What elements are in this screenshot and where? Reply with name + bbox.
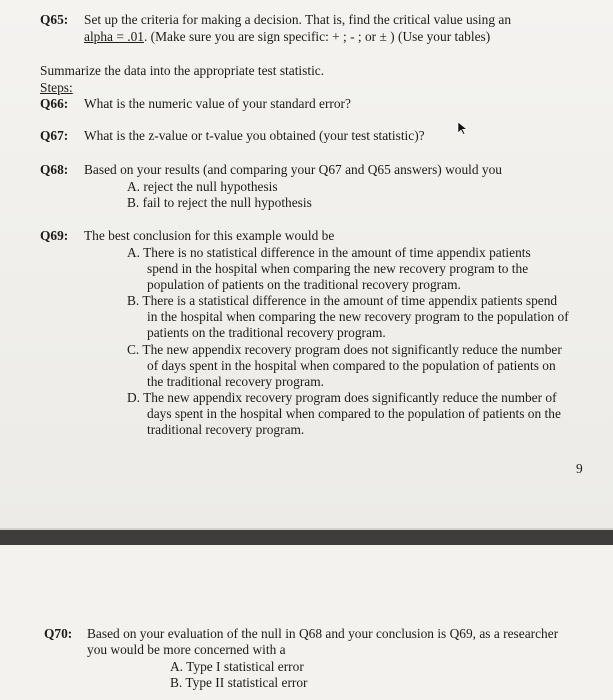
q68-text: Based on your results (and comparing your Q67 and Q65 answers) would you xyxy=(84,162,503,177)
q67-number: Q67: xyxy=(40,128,69,143)
q69-option-b-line2: in the hospital when comparing the new recovery program to the population of xyxy=(147,309,569,324)
q70-option-b: B. Type II statistical error xyxy=(170,675,308,690)
summary-instruction: Summarize the data into the appropriate test statistic. xyxy=(40,63,325,78)
mouse-pointer-icon xyxy=(457,121,469,135)
q65-text-line2 xyxy=(84,29,490,45)
q69-option-c-line2: of days spent in the hospital when compared to the population of patients on xyxy=(147,358,556,373)
q69-option-a-line3: population of patients on the traditional recovery program. xyxy=(147,277,461,292)
q65-text-line1: Set up the criteria for making a decision. That is, find the critical value using an xyxy=(84,12,512,27)
q68-option-a: A. reject the null hypothesis xyxy=(127,179,278,194)
q69-option-c-line3: the traditional recovery program. xyxy=(147,374,324,389)
q69-option-d-line3: traditional recovery program. xyxy=(147,422,305,437)
q70-option-a: A. Type I statistical error xyxy=(170,659,304,674)
q69-option-d-line1: D. The new appendix recovery program does significantly reduce the number of xyxy=(127,390,557,405)
q70-text-line2: you would be more concerned with a xyxy=(87,642,286,657)
q67-text: What is the z-value or t-value you obtained (your test statistic)? xyxy=(84,128,425,143)
q69-option-a-line1: A. There is no statistical difference in the amount of time appendix patients xyxy=(127,245,531,260)
q68-number: Q68: xyxy=(40,162,69,177)
q69-option-b-line1: B. There is a statistical difference in the amount of time appendix patients spend xyxy=(127,293,558,308)
q69-option-a-line2: spend in the hospital when comparing the new recovery program to the xyxy=(147,261,529,276)
page-divider-edge xyxy=(0,528,613,530)
q66-number: Q66: xyxy=(40,96,69,111)
q69-text: The best conclusion for this example would be xyxy=(84,228,335,243)
q66-text: What is the numeric value of your standard error? xyxy=(84,96,351,111)
q69-option-d-line2: days spent in the hospital when compared to the population of patients on the xyxy=(147,406,561,421)
page-divider xyxy=(0,528,613,545)
steps-heading: Steps: xyxy=(40,80,73,95)
page-number: 9 xyxy=(576,461,583,476)
q65-number: Q65: xyxy=(40,12,69,27)
q65-alpha: alpha = .01 xyxy=(84,29,144,44)
q70-number: Q70: xyxy=(44,626,73,641)
q65-instructions: . (Make sure you are sign specific: + ; - ; or ± ) (Use your tables) xyxy=(143,29,491,44)
q69-number: Q69: xyxy=(40,228,69,243)
q69-option-c-line1: C. The new appendix recovery program does not significantly reduce the number xyxy=(127,342,562,357)
q69-option-b-line3: patients on the traditional recovery program. xyxy=(147,325,386,340)
q68-option-b: B. fail to reject the null hypothesis xyxy=(127,195,312,210)
q70-text-line1: Based on your evaluation of the null in Q68 and your conclusion is Q69, as a researcher xyxy=(87,626,559,641)
